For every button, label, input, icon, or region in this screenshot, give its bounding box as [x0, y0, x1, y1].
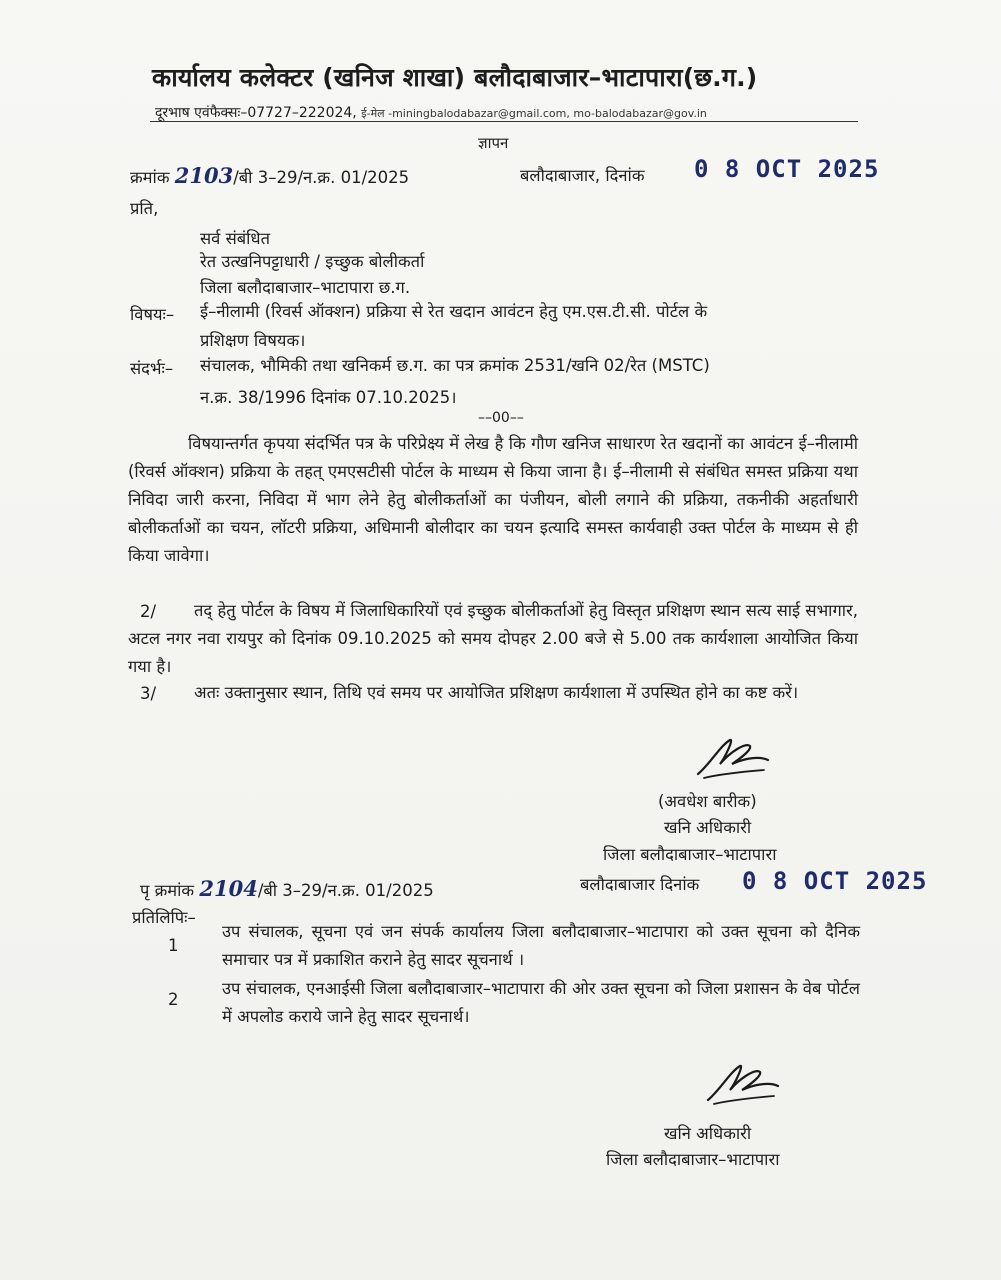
ref-suffix: /बी 3–29/न.क्र. 01/2025 [233, 168, 410, 187]
copy-item-1: उप संचालक, सूचना एवं जन संपर्क कार्यालय जिला बलौदाबाजार–भाटापारा को उक्त सूचना को दैनिक समाचार पत्र में प्रकाशित कराने हेतु सादर सूचनार्थ । [222, 922, 860, 969]
copy-item-2: उप संचालक, एनआईसी जिला बलौदाबाजार–भाटापारा की ओर उक्त सूचना को जिला प्रशासन के वेब पोर्टल में अपलोड कराये जाने हेतु सादर सूचनार्थ। [222, 979, 860, 1026]
signature-2-mark [700, 1060, 790, 1110]
to-line-2: रेत उत्खनिपट्टाधारी / इच्छुक बोलीकर्ता [200, 252, 425, 271]
reference-label: संदर्भः– [130, 359, 174, 378]
signatory-district: जिला बलौदाबाजार–भाटापारा [603, 845, 777, 864]
paragraph-2: तद् हेतु पोर्टल के विषय में जिलाधिकारियों एवं इच्छुक बोलीकर्ताओं हेतु विस्तृत प्रशिक्षण स्थान सत्य साई सभागार, अटल नगर नवा रायपुर को दिनांक 09.10.2025 को समय दोपहर 2.00 बजे से 5.00 तक कार्यशाला आयोजित किया गया है। [128, 601, 858, 676]
paragraph-1: विषयान्तर्गत कृपया संदर्भित पत्र के परिप्रेक्ष्य में लेख है कि गौण खनिज साधारण रेत खदानों का आवंटन ई–नीलामी (रिवर्स ऑक्शन) प्रक्रिया के तहत् एमएसटीसी पोर्टल के माध्यम से किया जाना है। ई–नीलामी से संबंधित समस्त प्रक्रिया यथा निविदा जारी करना, निविदा में भाग लेने हेतु बोलीकर्ताओं का पंजीयन, बोली लगाने की प्रक्रिया, तकनीकी अहर्ताधारी बोलीकर्ताओं का चयन, लॉटरी प्रक्रिया, अधिमानी बोलीदार का चयन इत्यादि समस्त कार्यवाही उक्त पोर्टल के माध्यम से ही किया जावेगा। [128, 434, 858, 565]
ref2-number-line [140, 876, 434, 901]
email-addresses: ई-मेल -miningbalodabazar@gmail.com, mo-balodabazar@gov.in [361, 107, 707, 120]
date-stamp: 0 8 OCT 2025 [694, 155, 880, 183]
ref-prefix: क्रमांक [130, 168, 170, 187]
subject-line-2: प्रशिक्षण विषयक। [200, 331, 306, 350]
signatory-name: (अवधेश बारीक) [658, 792, 757, 811]
signatory-2-district: जिला बलौदाबाजार–भाटापारा [606, 1150, 780, 1169]
ref-place-date: बलौदाबाजार, दिनांक [520, 166, 645, 185]
signatory-2-designation: खनि अधिकारी [664, 1124, 752, 1143]
subject-line-1: ई–नीलामी (रिवर्स ऑक्शन) प्रक्रिया से रेत खदान आवंटन हेतु एम.एस.टी.सी. पोर्टल के [200, 302, 708, 321]
office-title: कार्यालय कलेक्टर (खनिज शाखा) बलौदाबाजार–भाटापारा(छ.ग.) [152, 63, 758, 92]
contact-line [155, 103, 707, 122]
ref2-prefix: पृ क्रमांक [140, 881, 195, 900]
memo-label: ज्ञापन [478, 134, 509, 152]
paragraph-3-number: 3/ [140, 684, 157, 703]
to-label: प्रति, [130, 199, 159, 218]
copy-label: प्रतिलिपिः– [132, 908, 196, 927]
ref-number-line [130, 163, 409, 188]
reference-line-1: संचालक, भौमिकी तथा खनिकर्म छ.ग. का पत्र क्रमांक 2531/खनि 02/रेत (MSTC) [200, 356, 710, 375]
copy-item-1-number: 1 [168, 936, 179, 955]
signature-1-mark [690, 734, 780, 784]
header-divider [150, 121, 858, 122]
ref-number-handwritten: 2103 [174, 163, 234, 188]
reference-line-2: न.क्र. 38/1996 दिनांक 07.10.2025। [200, 388, 457, 407]
copy-item-2-number: 2 [168, 990, 179, 1009]
ref2-place-date: बलौदाबाजार दिनांक [580, 875, 700, 894]
paragraph-2-number: 2/ [140, 602, 157, 621]
ref2-number-handwritten: 2104 [199, 876, 258, 901]
date-stamp-2: 0 8 OCT 2025 [742, 867, 928, 895]
signatory-designation: खनि अधिकारी [664, 818, 752, 837]
to-line-3: जिला बलौदाबाजार–भाटापारा छ.ग. [200, 278, 411, 297]
separator: ––00–– [478, 410, 524, 426]
ref2-suffix: /बी 3–29/न.क्र. 01/2025 [257, 881, 434, 900]
paragraph-3: अतः उक्तानुसार स्थान, तिथि एवं समय पर आयोजित प्रशिक्षण कार्यशाला में उपस्थित होने का कष्ट करें। [194, 683, 799, 702]
to-line-1: सर्व संबंधित [200, 229, 270, 248]
phone-fax: दूरभाष एवंफैक्सः–07727–222024, [155, 105, 357, 121]
subject-label: विषयः– [130, 305, 175, 324]
